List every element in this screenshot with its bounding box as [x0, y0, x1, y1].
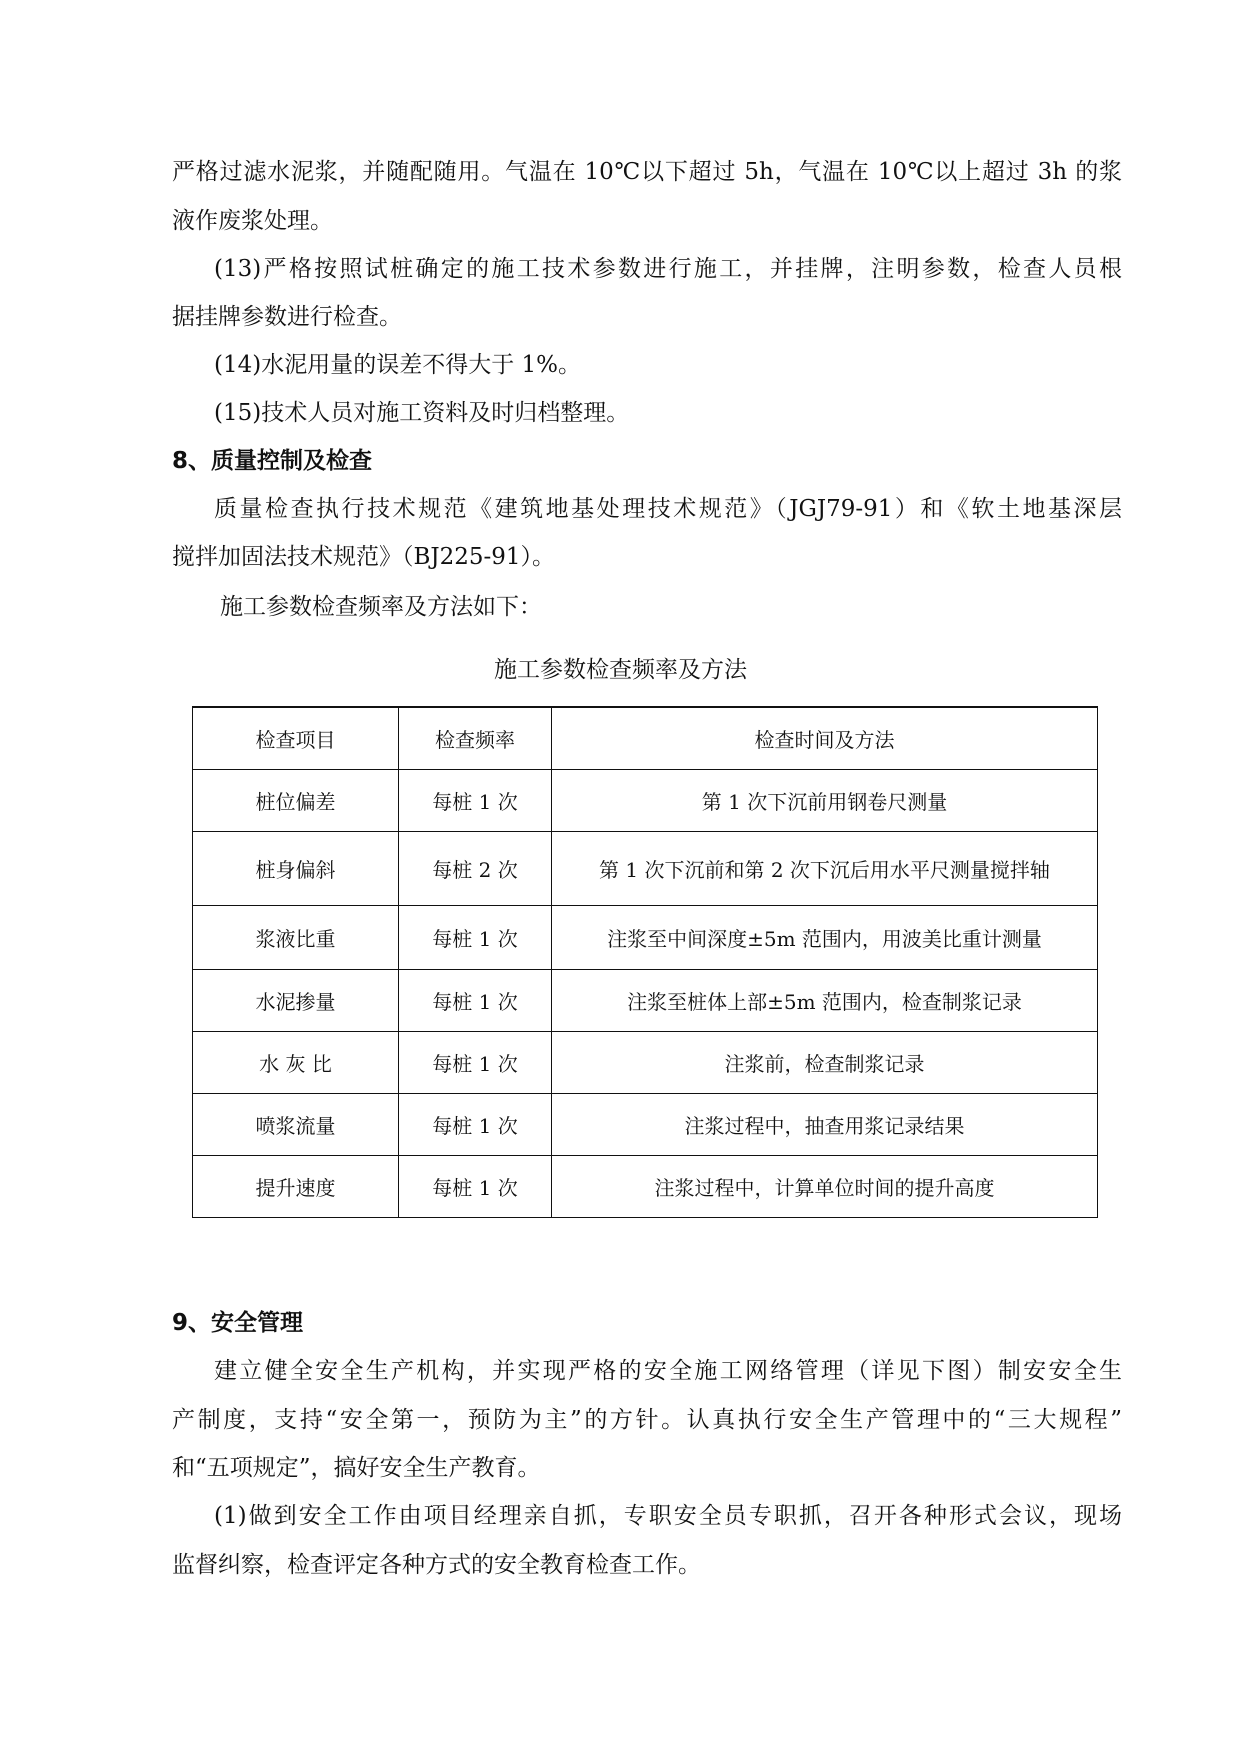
table-cell: 每桩 1 次: [399, 1155, 552, 1217]
list-item-13-continued: 据挂牌参数进行检查。: [172, 304, 402, 330]
table-header-cell: 检查时间及方法: [552, 707, 1098, 769]
table-cell: 桩位偏差: [193, 769, 399, 831]
section-9-heading: 9、安全管理: [172, 1310, 304, 1336]
paragraph-line: 液作废浆处理。: [172, 208, 333, 234]
list-item-15: (15)技术人员对施工资料及时归档整理。: [214, 400, 630, 426]
table-cell: 每桩 1 次: [399, 1031, 552, 1093]
table-cell: 水泥掺量: [193, 969, 399, 1031]
table-cell: 第 1 次下沉前和第 2 次下沉后用水平尺测量搅拌轴: [552, 831, 1098, 905]
table-cell: 浆液比重: [193, 905, 399, 969]
table-row: [193, 1093, 1098, 1155]
list-item-13: (13)严格按照试桩确定的施工技术参数进行施工，并挂牌，注明参数，检查人员根: [214, 256, 1122, 282]
table-cell: 提升速度: [193, 1155, 399, 1217]
table-caption: 施工参数检查频率及方法: [494, 657, 747, 683]
table-row: [193, 905, 1098, 969]
list-item-14: (14)水泥用量的误差不得大于 1%。: [214, 352, 582, 378]
table-intro: 施工参数检查频率及方法如下：: [220, 594, 542, 620]
table-row: [193, 1031, 1098, 1093]
section-8-paragraph-continued: 搅拌加固法技术规范》（BJ225-91）。: [172, 544, 556, 570]
table-cell: 每桩 1 次: [399, 905, 552, 969]
table-cell: 桩身偏斜: [193, 831, 399, 905]
table-cell: 注浆过程中，抽查用浆记录结果: [552, 1093, 1098, 1155]
parameter-check-table: [192, 706, 1098, 1218]
table-cell: 注浆至中间深度±5m 范围内，用波美比重计测量: [552, 905, 1098, 969]
table-cell: 每桩 2 次: [399, 831, 552, 905]
table-header-cell: 检查频率: [399, 707, 552, 769]
table-cell: 每桩 1 次: [399, 1093, 552, 1155]
table-cell: 注浆至桩体上部±5m 范围内，检查制浆记录: [552, 969, 1098, 1031]
section-8-heading: 8、质量控制及检查: [172, 448, 373, 474]
list-item-1-continued: 监督纠察，检查评定各种方式的安全教育检查工作。: [172, 1552, 701, 1578]
section-8-paragraph: 质量检查执行技术规范《建筑地基处理技术规范》（JGJ79-91）和《软土地基深层: [214, 496, 1122, 522]
section-9-paragraph-continued: 产制度，支持“安全第一，预防为主”的方针。认真执行安全生产管理中的“三大规程”: [172, 1407, 1122, 1433]
table-row: [193, 831, 1098, 905]
table-cell: 喷浆流量: [193, 1093, 399, 1155]
table-cell: 水 灰 比: [193, 1031, 399, 1093]
table-cell: 注浆过程中，计算单位时间的提升高度: [552, 1155, 1098, 1217]
table-cell: 注浆前，检查制浆记录: [552, 1031, 1098, 1093]
table-header-row: [193, 707, 1098, 769]
paragraph-line: 严格过滤水泥浆，并随配随用。气温在 10℃以下超过 5h，气温在 10℃以上超过 3h 的浆: [172, 159, 1122, 185]
table-row: [193, 769, 1098, 831]
section-9-paragraph: 建立健全安全生产机构，并实现严格的安全施工网络管理（详见下图）制安安全生: [214, 1358, 1122, 1384]
table-header-cell: 检查项目: [193, 707, 399, 769]
list-item-1: (1)做到安全工作由项目经理亲自抓，专职安全员专职抓，召开各种形式会议，现场: [214, 1503, 1122, 1529]
table-cell: 每桩 1 次: [399, 969, 552, 1031]
section-9-paragraph-continued: 和“五项规定”，搞好安全生产教育。: [172, 1455, 541, 1481]
table-cell: 每桩 1 次: [399, 769, 552, 831]
table-row: [193, 969, 1098, 1031]
table-row: [193, 1155, 1098, 1217]
table-cell: 第 1 次下沉前用钢卷尺测量: [552, 769, 1098, 831]
